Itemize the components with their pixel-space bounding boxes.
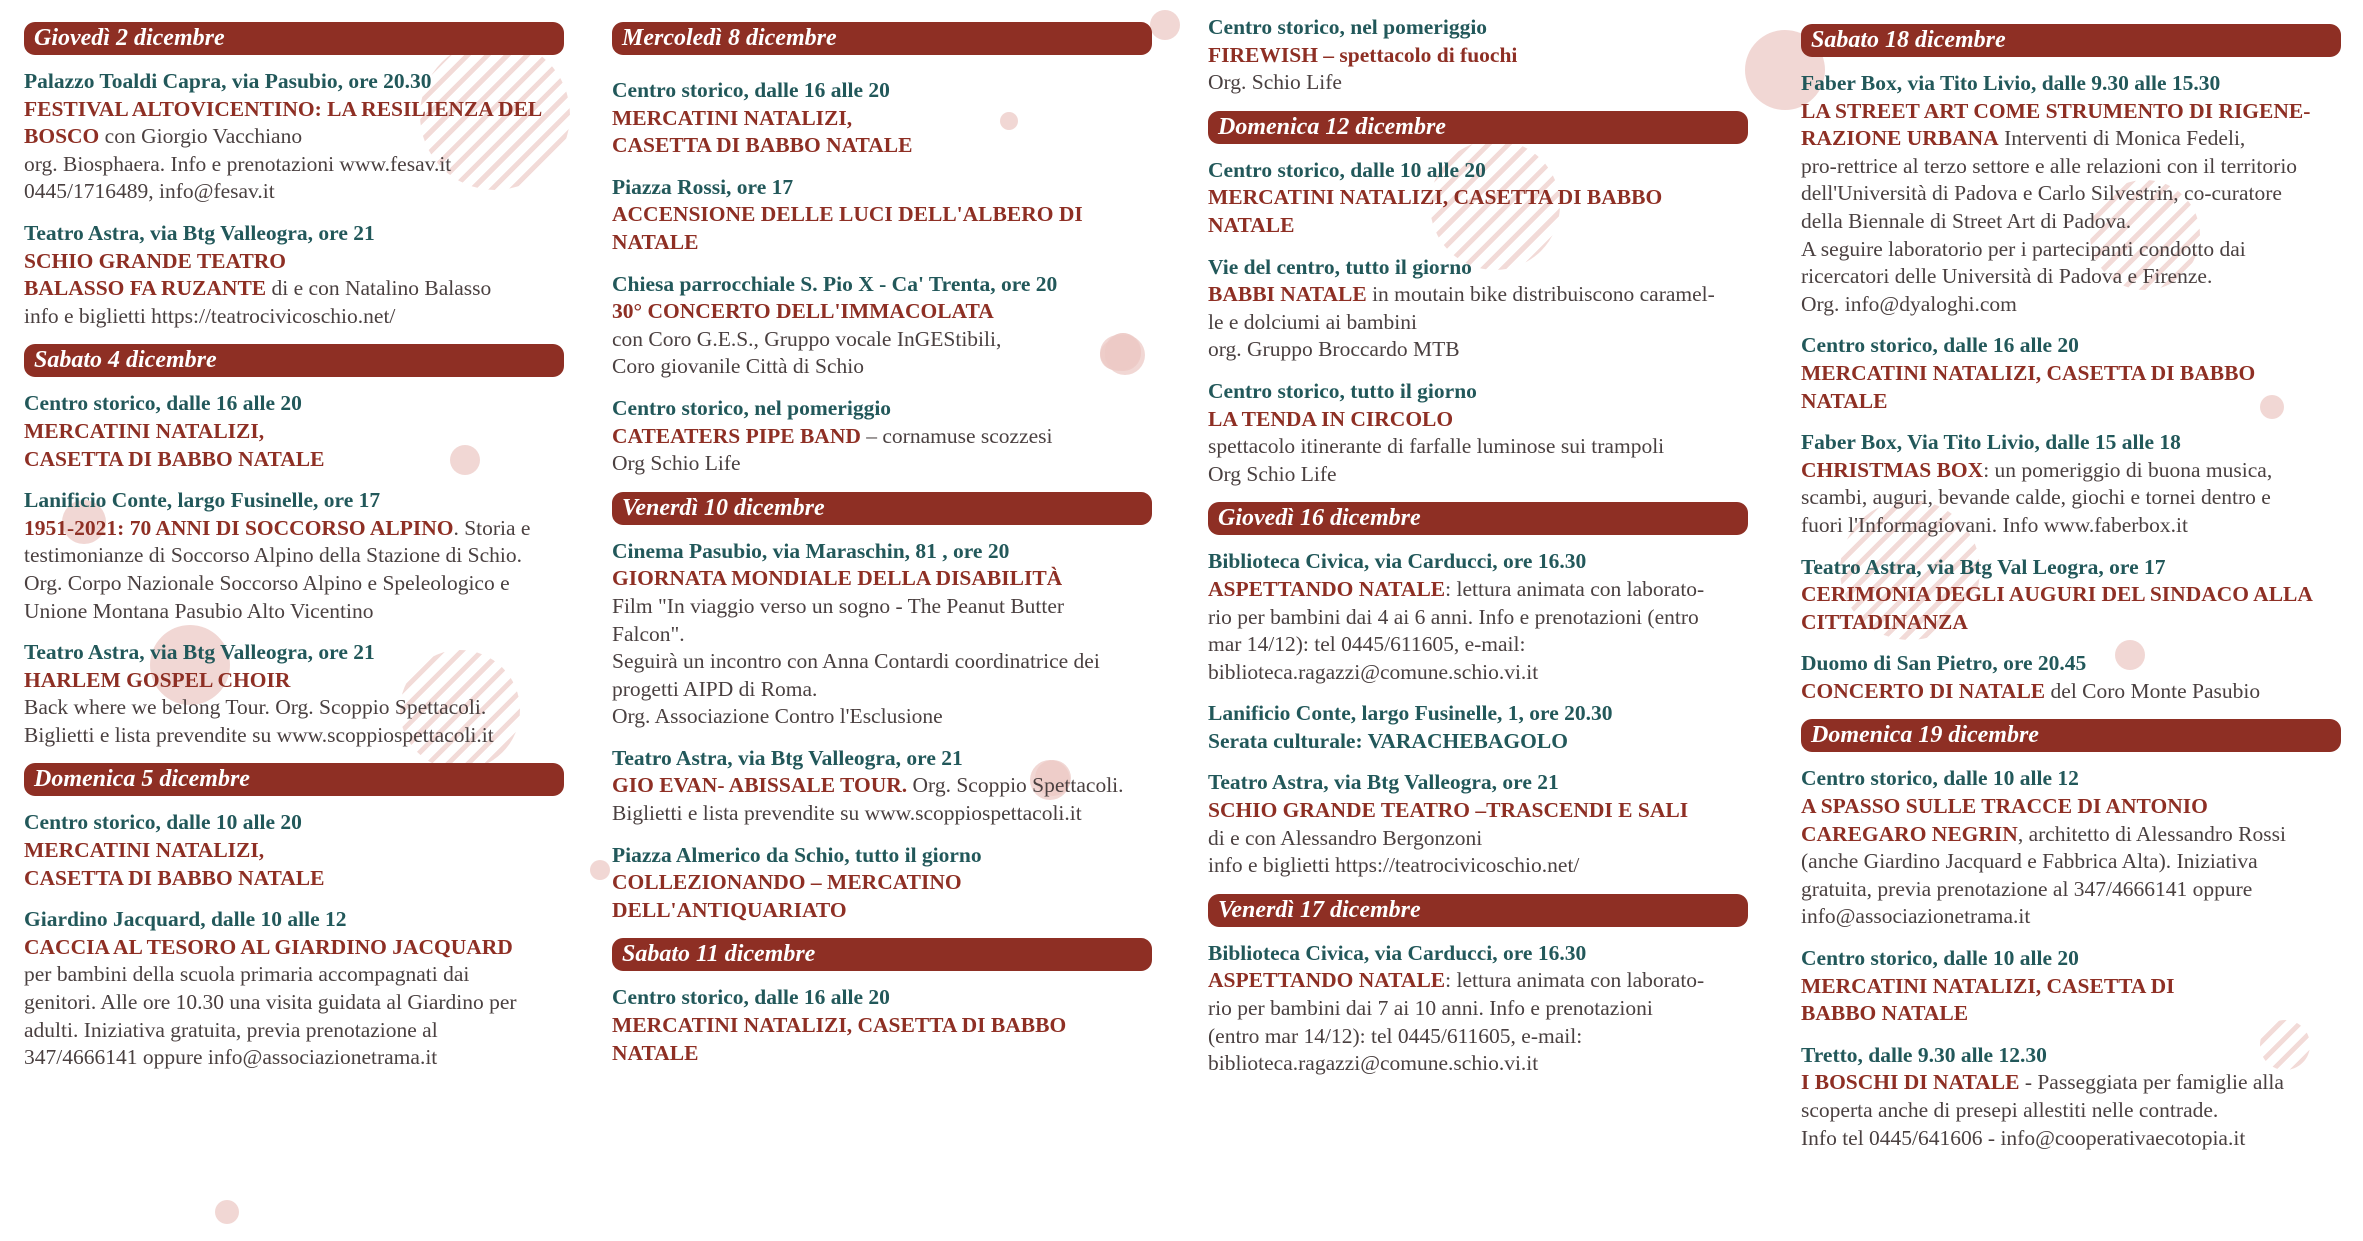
event-desc: 347/4666141 oppure info@associazionetrama.it: [24, 1045, 438, 1070]
event-place: Teatro Astra, via Btg Val Leogra, ore 17: [1801, 554, 2166, 579]
event: [1208, 378, 1748, 488]
event-desc: org. Biosphaera. Info e prenotazioni www.fesav.it: [24, 151, 452, 176]
event-title: FIREWISH – spettacolo di fuochi: [1208, 42, 1518, 67]
event-title: BABBI NATALE: [1208, 282, 1367, 307]
day-header: Giovedì 16 dicembre: [1208, 502, 1748, 535]
event-desc: biblioteca.ragazzi@comune.schio.vi.it: [1208, 659, 1539, 684]
event-title: BALASSO FA RUZANTE: [24, 276, 267, 301]
event-desc: org. Gruppo Broccardo MTB: [1208, 337, 1460, 362]
day-header: Venerdì 10 dicembre: [612, 492, 1152, 525]
event-desc: Org. Corpo Nazionale Soccorso Alpino e Speleologico e: [24, 570, 510, 595]
event-title-tail: Org. Scoppio Spettacoli.: [907, 773, 1124, 798]
event-desc: (anche Giardino Jacquard e Fabbrica Alta). Iniziativa: [1801, 849, 2258, 874]
event-title: GIORNATA MONDIALE DELLA DISABILITÀ: [612, 566, 1063, 591]
event-title: CACCIA AL TESORO AL GIARDINO JACQUARD: [24, 934, 513, 959]
event-title: ASPETTANDO NATALE: [1208, 576, 1446, 601]
event-title-tail: in moutain bike distribuiscono caramel-: [1366, 282, 1715, 307]
event-place: Duomo di San Pietro, ore 20.45: [1801, 651, 2087, 676]
event-title: COLLEZIONANDO – MERCATINO: [612, 870, 962, 895]
event-place: Faber Box, via Tito Livio, dalle 9.30 alle 15.30: [1801, 71, 2221, 95]
event-desc: Biglietti e lista prevendite su www.scoppiospettacoli.it: [24, 722, 494, 747]
event-desc: progetti AIPD di Roma.: [612, 676, 818, 701]
event-desc: per bambini della scuola primaria accompagnati dai: [24, 962, 470, 987]
event-title: RAZIONE URBANA: [1801, 126, 1999, 151]
event-desc: con Coro G.E.S., Gruppo vocale InGEStibili,: [612, 326, 1002, 351]
event: [1801, 650, 2341, 705]
event-desc: Biglietti e lista prevendite su www.scoppiospettacoli.it: [612, 801, 1082, 826]
event-place: Vie del centro, tutto il giorno: [1208, 254, 1472, 279]
event-title: SCHIO GRANDE TEATRO –TRASCENDI E SALI: [1208, 798, 1689, 823]
column-1: [24, 14, 564, 1086]
event: [24, 68, 564, 206]
event-desc: Unione Montana Pasubio Alto Vicentino: [24, 598, 374, 623]
event-desc: di e con Alessandro Bergonzoni: [1208, 825, 1483, 850]
event-desc: Org. info@dyaloghi.com: [1801, 291, 2017, 316]
event-title: CITTADINANZA: [1801, 609, 1968, 634]
event: [24, 809, 564, 892]
event-desc: pro-rettrice al terzo settore e alle relazioni con il territorio: [1801, 153, 2298, 178]
event-title-tail: : lettura animata con laborato-: [1445, 968, 1705, 993]
event-place: Faber Box, Via Tito Livio, dalle 15 alle 18: [1801, 430, 2181, 455]
event-title: BOSCO: [24, 124, 100, 149]
event-desc: Org. Schio Life: [1208, 70, 1342, 95]
event-desc: le e dolciumi ai bambini: [1208, 309, 1417, 334]
event: [1208, 548, 1748, 686]
day-header: Mercoledì 8 dicembre: [612, 22, 1152, 55]
event-title: ACCENSIONE DELLE LUCI DELL'ALBERO DI: [612, 202, 1083, 227]
event: [1801, 945, 2341, 1028]
event-desc: Back where we belong Tour. Org. Scoppio Spettacoli.: [24, 695, 487, 720]
event: [1208, 940, 1748, 1078]
event-desc: Org Schio Life: [612, 451, 741, 476]
event-title: NATALE: [1208, 212, 1295, 237]
event-title: MERCATINI NATALIZI, CASETTA DI BABBO: [1208, 185, 1663, 210]
event-title: NATALE: [612, 1040, 699, 1065]
event-title: 1951-2021: 70 ANNI DI SOCCORSO ALPINO: [24, 515, 454, 540]
event-title: CASETTA DI BABBO NATALE: [24, 865, 325, 890]
column-4: [1801, 14, 2341, 1166]
event-place: Centro storico, dalle 10 alle 20: [1801, 946, 2079, 971]
event-desc: scambi, auguri, bevande calde, giochi e tornei dentro e: [1801, 485, 2271, 510]
event-desc: info e biglietti https://teatrocivicoschio.net/: [24, 303, 396, 328]
event: [24, 639, 564, 749]
event-desc: fuori l'Informagiovani. Info www.faberbox.it: [1801, 512, 2188, 537]
event-desc: genitori. Alle ore 10.30 una visita guidata al Giardino per: [24, 990, 517, 1015]
event-title: CATEATERS PIPE BAND: [612, 423, 861, 448]
event-title: MERCATINI NATALIZI, CASETTA DI: [1801, 973, 2175, 998]
event-title: MERCATINI NATALIZI,: [24, 838, 265, 863]
event-place: Teatro Astra, via Btg Valleogra, ore 21: [24, 640, 375, 665]
event-place: Teatro Astra, via Btg Valleogra, ore 21: [612, 745, 963, 770]
event-desc: Coro giovanile Città di Schio: [612, 354, 865, 379]
event-title: I BOSCHI DI NATALE: [1801, 1070, 2020, 1095]
event: [24, 390, 564, 473]
event-desc: spettacolo itinerante di farfalle luminose sui trampoli: [1208, 434, 1665, 459]
event: [24, 487, 564, 625]
event-title: CAREGARO NEGRIN: [1801, 821, 2018, 846]
event-desc: Seguirà un incontro con Anna Contardi coordinatrice dei: [612, 649, 1100, 674]
event-title: NATALE: [1801, 388, 1888, 413]
event-desc: testimonianze di Soccorso Alpino della Stazione di Schio.: [24, 543, 522, 568]
event-title-tail: – cornamuse scozzesi: [860, 423, 1053, 448]
event-place: Giardino Jacquard, dalle 10 alle 12: [24, 907, 347, 932]
event-desc: Org Schio Life: [1208, 461, 1337, 486]
event-title: SCHIO GRANDE TEATRO: [24, 248, 287, 273]
event-place: Piazza Rossi, ore 17: [612, 174, 794, 199]
event-place: Serata culturale: VARACHEBAGOLO: [1208, 728, 1568, 753]
event: [612, 77, 1152, 160]
event-place: Lanificio Conte, largo Fusinelle, ore 17: [24, 488, 381, 513]
event-place: Centro storico, dalle 10 alle 20: [24, 810, 302, 835]
event-desc: ricercatori delle Università di Padova e Firenze.: [1801, 264, 2213, 289]
event-desc: info@associazionetrama.it: [1801, 904, 2031, 929]
event-title: HARLEM GOSPEL CHOIR: [24, 667, 291, 692]
event-title: MERCATINI NATALIZI, CASETTA DI BABBO: [612, 1013, 1067, 1038]
event-desc: biblioteca.ragazzi@comune.schio.vi.it: [1208, 1051, 1539, 1076]
event-place: Cinema Pasubio, via Maraschin, 81 , ore 20: [612, 538, 1010, 563]
event: [1801, 332, 2341, 415]
event-desc: Org. Associazione Contro l'Esclusione: [612, 704, 943, 729]
event-desc: Info tel 0445/641606 - info@cooperativaecotopia.it: [1801, 1125, 2246, 1150]
event: [612, 842, 1152, 925]
event-title-tail: , architetto di Alessandro Rossi: [2017, 821, 2286, 846]
event-title: CHRISTMAS BOX: [1801, 457, 1984, 482]
event-place: Biblioteca Civica, via Carducci, ore 16.30: [1208, 940, 1587, 965]
column-3: [1208, 14, 1748, 1092]
event-place: Centro storico, dalle 16 alle 20: [24, 391, 302, 416]
event-title: GIO EVAN- ABISSALE TOUR.: [612, 773, 908, 798]
decor-circle: [590, 860, 610, 880]
event-desc: 0445/1716489, info@fesav.it: [24, 179, 275, 204]
decor-circle: [1150, 10, 1180, 40]
event-place: Lanificio Conte, largo Fusinelle, 1, ore 20.30: [1208, 701, 1613, 726]
event-title: CASETTA DI BABBO NATALE: [24, 446, 325, 471]
event-title-tail: - Passeggiata per famiglie alla: [2019, 1070, 2284, 1095]
event-place: Centro storico, dalle 16 alle 20: [1801, 333, 2079, 358]
event-title: BABBO NATALE: [1801, 1001, 1969, 1026]
day-header: Domenica 5 dicembre: [24, 763, 564, 796]
event-desc: Film "In viaggio verso un sogno - The Peanut Butter: [612, 593, 1065, 618]
day-header: Venerdì 17 dicembre: [1208, 894, 1748, 927]
event-place: Teatro Astra, via Btg Valleogra, ore 21: [1208, 770, 1559, 795]
event-place: Biblioteca Civica, via Carducci, ore 16.30: [1208, 549, 1587, 574]
event-place: Centro storico, dalle 16 alle 20: [612, 78, 890, 102]
event-title: CONCERTO DI NATALE: [1801, 678, 2046, 703]
event: [1208, 769, 1748, 879]
event: [24, 220, 564, 330]
event-desc: info e biglietti https://teatrocivicoschio.net/: [1208, 853, 1580, 878]
event-title: LA TENDA IN CIRCOLO: [1208, 406, 1454, 431]
event-desc: della Biennale di Street Art di Padova.: [1801, 208, 2132, 233]
event-title-tail: con Giorgio Vacchiano: [99, 124, 303, 149]
event-title-tail: Interventi di Monica Fedeli,: [1998, 126, 2246, 151]
event-title-tail: . Storia e: [453, 515, 531, 540]
event-place: Teatro Astra, via Btg Valleogra, ore 21: [24, 220, 375, 245]
event: [1208, 157, 1748, 240]
event-title-tail: : lettura animata con laborato-: [1445, 576, 1705, 601]
day-header: Giovedì 2 dicembre: [24, 22, 564, 55]
event-place: Chiesa parrocchiale S. Pio X - Ca' Trenta, ore 20: [612, 271, 1058, 296]
event: [1208, 14, 1748, 97]
event-desc: A seguire laboratorio per i partecipanti condotto dai: [1801, 236, 2246, 261]
event-place: Centro storico, dalle 10 alle 12: [1801, 766, 2079, 791]
event-title: MERCATINI NATALIZI,: [612, 105, 853, 130]
event-place: Piazza Almerico da Schio, tutto il giorno: [612, 842, 982, 867]
event-place: Centro storico, nel pomeriggio: [1208, 15, 1488, 39]
day-header: Sabato 11 dicembre: [612, 938, 1152, 971]
event: [1208, 700, 1748, 755]
event-title: CERIMONIA DEGLI AUGURI DEL SINDACO ALLA: [1801, 582, 2313, 607]
event-place: Tretto, dalle 9.30 alle 12.30: [1801, 1042, 2047, 1067]
event-title: A SPASSO SULLE TRACCE DI ANTONIO: [1801, 794, 2208, 819]
event: [612, 174, 1152, 257]
event: [1801, 1042, 2341, 1152]
day-header: Domenica 12 dicembre: [1208, 111, 1748, 144]
event-place: Centro storico, tutto il giorno: [1208, 378, 1477, 403]
decor-circle: [215, 1200, 239, 1224]
event: [1208, 254, 1748, 364]
event-title-tail: di e con Natalino Balasso: [266, 276, 492, 301]
event-desc: dell'Università di Padova e Carlo Silvestrin, co-curatore: [1801, 181, 2282, 206]
event-desc: adulti. Iniziativa gratuita, previa prenotazione al: [24, 1017, 438, 1042]
event-title: NATALE: [612, 229, 699, 254]
event-title: DELL'ANTIQUARIATO: [612, 897, 847, 922]
event-title-tail: : un pomeriggio di buona musica,: [1983, 457, 2273, 482]
event-title-tail: del Coro Monte Pasubio: [2045, 678, 2261, 703]
event: [612, 271, 1152, 381]
event: [612, 984, 1152, 1067]
event: [1801, 70, 2341, 318]
event: [612, 395, 1152, 478]
event-title: 30° CONCERTO DELL'IMMACOLATA: [612, 299, 994, 324]
event-title: CASETTA DI BABBO NATALE: [612, 133, 913, 158]
event-title: FESTIVAL ALTOVICENTINO: LA RESILIENZA DEL: [24, 96, 543, 121]
event-desc: rio per bambini dai 7 ai 10 anni. Info e prenotazioni: [1208, 996, 1653, 1021]
event-title: ASPETTANDO NATALE: [1208, 968, 1446, 993]
day-header: Sabato 4 dicembre: [24, 344, 564, 377]
event-desc: mar 14/12): tel 0445/611605, e-mail:: [1208, 632, 1526, 657]
event-desc: rio per bambini dai 4 ai 6 anni. Info e prenotazioni (entro: [1208, 604, 1699, 629]
event-place: Centro storico, nel pomeriggio: [612, 395, 892, 420]
event: [612, 745, 1152, 828]
event: [1801, 765, 2341, 931]
column-2: [612, 14, 1152, 1081]
event: [24, 906, 564, 1072]
day-header: Domenica 19 dicembre: [1801, 719, 2341, 752]
event-desc: scoperta anche di presepi allestiti nelle contrade.: [1801, 1098, 2219, 1122]
event: [1801, 554, 2341, 637]
event-desc: (entro mar 14/12): tel 0445/611605, e-mail:: [1208, 1023, 1583, 1048]
event-place: Centro storico, dalle 16 alle 20: [612, 985, 890, 1010]
event-title: MERCATINI NATALIZI,: [24, 418, 265, 443]
event-desc: Falcon".: [612, 621, 685, 646]
event-desc: gratuita, previa prenotazione al 347/4666141 oppure: [1801, 876, 2253, 901]
event-title: MERCATINI NATALIZI, CASETTA DI BABBO: [1801, 360, 2256, 385]
event-place: Centro storico, dalle 10 alle 20: [1208, 157, 1486, 182]
event-place: Palazzo Toaldi Capra, via Pasubio, ore 20.30: [24, 69, 432, 93]
event: [612, 538, 1152, 731]
day-header: Sabato 18 dicembre: [1801, 24, 2341, 57]
event: [1801, 429, 2341, 539]
event-title: LA STREET ART COME STRUMENTO DI RIGENE-: [1801, 98, 2311, 123]
